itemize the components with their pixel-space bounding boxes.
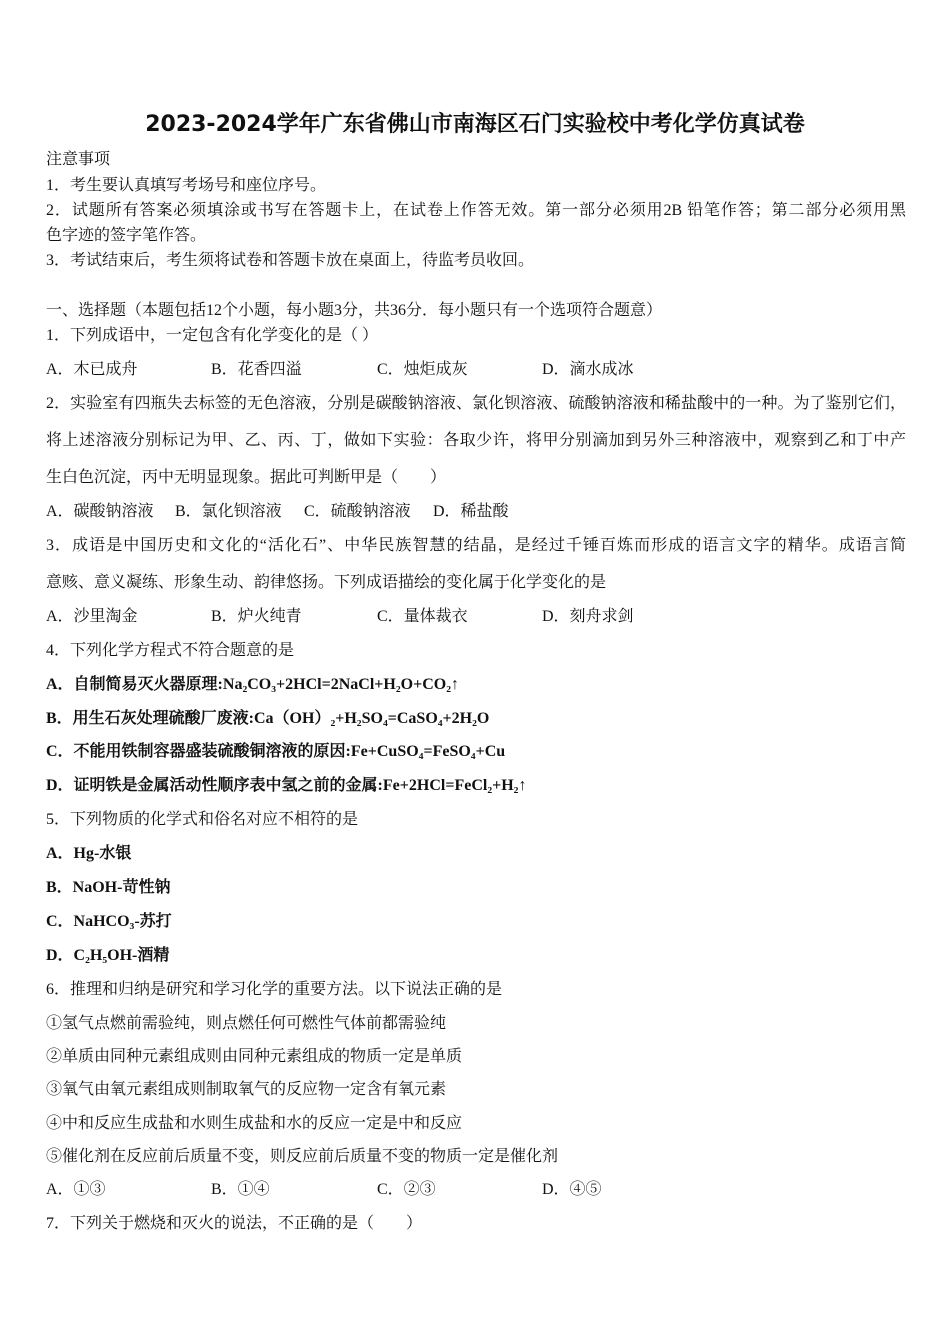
question-2-option-c: C．硫酸钠溶液 — [304, 503, 411, 520]
question-2-option-d: D．稀盐酸 — [433, 503, 509, 520]
notice-item-2-line-2: 色字迹的签字笔作答。 — [46, 227, 207, 244]
notice-item-2-line-1: 2．试题所有答案必须填涂或书写在答题卡上，在试卷上作答无效。第一部分必须用2B 铅笔作答；第二部分必须用黑 — [46, 202, 906, 219]
question-5-option-d: D．C₂H₅OH-酒精 — [46, 947, 170, 964]
question-1-option-d: D．滴水成冰 — [542, 361, 634, 378]
question-4-stem: 4．下列化学方程式不符合题意的是 — [46, 642, 295, 659]
question-6-option-c: C．②③ — [377, 1181, 436, 1198]
question-6-statement-2: ②单质由同种元素组成则由同种元素组成的物质一定是单质 — [46, 1048, 463, 1065]
question-2-stem-line-2: 将上述溶液分别标记为甲、乙、丙、丁，做如下实验：各取少许，将甲分别滴加到另外三种溶液中，观察到乙和丁中产 — [46, 432, 906, 449]
question-5-option-b: B．NaOH-苛性钠 — [46, 879, 171, 896]
question-2-stem-line-3: 生白色沉淀，丙中无明显现象。据此可判断甲是（ ） — [46, 469, 447, 486]
question-4-option-b: B．用生石灰处理硫酸厂废液:Ca（OH）₂+H₂SO₄=CaSO₄+2H₂O — [46, 710, 490, 727]
question-5-option-a: A．Hg-水银 — [46, 845, 132, 862]
question-2-option-a: A．碳酸钠溶液 — [46, 503, 154, 520]
section-heading: 一、选择题（本题包括12个小题，每小题3分，共36分．每小题只有一个选项符合题意） — [46, 302, 663, 319]
question-4-option-d: D．证明铁是金属活动性顺序表中氢之前的金属:Fe+2HCl=FeCl₂+H₂↑ — [46, 777, 527, 794]
question-1-option-a: A．木已成舟 — [46, 361, 138, 378]
question-5-stem: 5．下列物质的化学式和俗名对应不相符的是 — [46, 811, 359, 828]
question-3-option-b: B．炉火纯青 — [211, 608, 302, 625]
question-4-option-a: A．自制简易灭火器原理:Na₂CO₃+2HCl=2NaCl+H₂O+CO₂↑ — [46, 676, 459, 693]
question-3-stem-line-1: 3．成语是中国历史和文化的“活化石”、中华民族智慧的结晶，是经过千锤百炼而形成的语言文字的精华。成语言简 — [46, 537, 906, 554]
question-6-option-a: A．①③ — [46, 1181, 106, 1198]
question-7-stem: 7．下列关于燃烧和灭火的说法，不正确的是（ ） — [46, 1215, 423, 1232]
question-3-option-d: D．刻舟求剑 — [542, 608, 634, 625]
question-3-option-a: A．沙里淘金 — [46, 608, 138, 625]
question-2-option-b: B．氯化钡溶液 — [175, 503, 282, 520]
page-title: 2023-2024学年广东省佛山市南海区石门实验校中考化学仿真试卷 — [145, 112, 805, 137]
question-5-option-c: C．NaHCO₃-苏打 — [46, 913, 172, 930]
question-6-option-d: D．④⑤ — [542, 1181, 602, 1198]
question-2-stem-line-1: 2．实验室有四瓶失去标签的无色溶液，分别是碳酸钠溶液、氯化钡溶液、硫酸钠溶液和稀盐酸中的一种。为了鉴别它们， — [46, 395, 906, 412]
notice-item-3: 3．考试结束后，考生须将试卷和答题卡放在桌面上，待监考员收回。 — [46, 252, 535, 269]
question-4-option-c: C．不能用铁制容器盛装硫酸铜溶液的原因:Fe+CuSO₄=FeSO₄+Cu — [46, 743, 506, 760]
question-1-stem: 1．下列成语中，一定包含有化学变化的是（ ） — [46, 327, 379, 344]
question-3-option-c: C．量体裁衣 — [377, 608, 468, 625]
question-6-statement-4: ④中和反应生成盐和水则生成盐和水的反应一定是中和反应 — [46, 1115, 463, 1132]
question-6-stem: 6．推理和归纳是研究和学习化学的重要方法。以下说法正确的是 — [46, 981, 503, 998]
question-6-option-b: B．①④ — [211, 1181, 270, 1198]
notice-heading: 注意事项 — [46, 151, 111, 168]
notice-item-1: 1．考生要认真填写考场号和座位序号。 — [46, 177, 327, 194]
question-6-statement-3: ③氧气由氧元素组成则制取氧气的反应物一定含有氧元素 — [46, 1081, 447, 1098]
question-1-option-b: B．花香四溢 — [211, 361, 302, 378]
question-3-stem-line-2: 意赅、意义凝练、形象生动、韵律悠扬。下列成语描绘的变化属于化学变化的是 — [46, 574, 607, 591]
question-6-statement-5: ⑤催化剂在反应前后质量不变，则反应前后质量不变的物质一定是催化剂 — [46, 1148, 559, 1165]
question-1-option-c: C．烛炬成灰 — [377, 361, 468, 378]
question-6-statement-1: ①氢气点燃前需验纯，则点燃任何可燃性气体前都需验纯 — [46, 1015, 447, 1032]
